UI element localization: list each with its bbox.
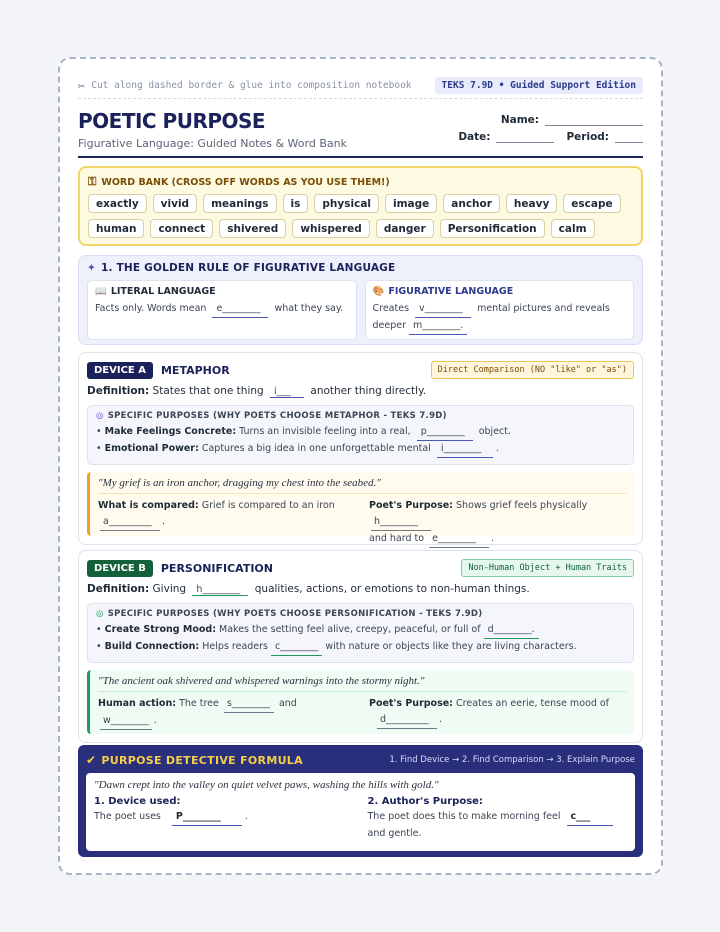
action-label: Human action: [98, 698, 177, 709]
device-b-example [87, 670, 634, 734]
purpose-1-label: Make Feelings Concrete: [104, 426, 237, 437]
def-text-after: another thing directly. [310, 385, 427, 397]
figurative-blank-1[interactable]: v________ [415, 301, 471, 318]
purpose-detective-formula [78, 745, 643, 857]
word-chip[interactable]: whispered [292, 219, 369, 238]
word-chip[interactable]: escape [563, 194, 620, 213]
purpose-1-blank[interactable]: p________ [417, 424, 473, 441]
def-text-before: Giving [152, 583, 187, 595]
purpose-after: . [491, 533, 495, 544]
key-icon: ⚿ [88, 175, 97, 188]
period-label: Period: [566, 131, 609, 143]
compared-cell [98, 498, 355, 548]
purpose-label: Poet's Purpose: [369, 500, 453, 511]
top-bar [78, 77, 643, 99]
formula-card [86, 773, 635, 851]
device-used-title: 1. Device used: [94, 796, 181, 807]
purposes-title: SPECIFIC PURPOSES (WHY POETS CHOOSE METAPHOR - TEKS 7.9D) [107, 411, 447, 421]
word-chip[interactable]: vivid [153, 194, 197, 213]
purpose-text: Creates an eerie, tense mood of [456, 698, 610, 709]
word-chip[interactable]: shivered [219, 219, 286, 238]
purpose-1-blank[interactable]: d________. [484, 622, 539, 639]
def-label: Definition: [87, 583, 150, 595]
device-b-purposes [87, 603, 634, 663]
compared-after: . [162, 516, 166, 527]
purpose-2: • Build Connection: Helps readers c________ with nature or objects like they are living characters. [96, 639, 625, 656]
palette-icon: 🎨 [372, 286, 385, 297]
purpose-2-blank[interactable]: c________ [271, 639, 322, 656]
device-a-pill: Direct Comparison (NO "like" or "as") [431, 361, 634, 379]
page-title: POETIC PURPOSE [78, 109, 266, 133]
period-field[interactable] [615, 131, 643, 143]
device-b-definition [87, 583, 634, 596]
formula-quote: "Dawn crept into the valley on quiet velvet paws, washing the hills with gold." [94, 779, 439, 791]
purpose-cell [369, 498, 626, 548]
device-a-name: METAPHOR [160, 363, 230, 377]
formula-title-text: PURPOSE DETECTIVE FORMULA [101, 753, 303, 767]
purpose-1: • Make Feelings Concrete: Turns an invisible feeling into a real, p________ object. [96, 424, 625, 441]
compared-text: Grief is compared to an iron [201, 500, 335, 511]
word-chip[interactable]: heavy [506, 194, 557, 213]
figurative-text-mid: mental pictures and reveals deeper [372, 303, 610, 331]
purpose-2-label: Emotional Power: [104, 443, 199, 454]
purpose-2-after: . [495, 443, 499, 454]
device-a-definition [87, 385, 634, 398]
book-icon: 📖 [95, 286, 107, 297]
action-after: . [153, 715, 157, 726]
target-icon: ◎ [96, 609, 104, 619]
word-chip[interactable]: image [385, 194, 437, 213]
def-text-before: States that one thing [152, 385, 264, 397]
def-text-after: qualities, actions, or emotions to non-human things. [254, 583, 530, 595]
purpose-1: • Create Strong Mood: Makes the setting feel alive, creepy, peaceful, or full of d________. [96, 622, 625, 639]
word-chip[interactable]: physical [314, 194, 379, 213]
purpose-2-label: Build Connection: [104, 641, 200, 652]
device-b-pill: Non-Human Object + Human Traits [461, 559, 634, 577]
purpose-blank-2[interactable]: e________ [429, 531, 489, 548]
scissors-icon: ✂ [78, 78, 86, 93]
date-label: Date: [458, 131, 491, 143]
purpose-1-text: Makes the setting feel alive, creepy, peaceful, or full of [219, 624, 481, 635]
action-cell [98, 696, 355, 730]
purpose-mid: and hard to [369, 533, 425, 544]
date-field[interactable] [496, 131, 554, 143]
action-blank-1[interactable]: s________ [224, 696, 274, 713]
device-a-metaphor [78, 352, 643, 545]
device-a-tag: DEVICE A [87, 362, 153, 379]
sparkle-icon: ✦ [87, 262, 96, 274]
literal-title: LITERAL LANGUAGE [110, 286, 216, 297]
word-list [88, 194, 633, 238]
purpose-2-after: with nature or objects like they are living characters. [325, 641, 577, 652]
word-chip[interactable]: human [88, 219, 144, 238]
name-label: Name: [500, 114, 539, 126]
device-b-personification [78, 550, 643, 743]
device-a-purposes [87, 405, 634, 465]
golden-rule-section [78, 255, 643, 345]
compared-label: What is compared: [98, 500, 199, 511]
device-b-name: PERSONIFICATION [160, 561, 273, 575]
notebook-sheet [58, 57, 663, 875]
purpose-1-text: Turns an invisible feeling into a real, [239, 426, 411, 437]
word-chip[interactable]: danger [376, 219, 434, 238]
purposes-title: SPECIFIC PURPOSES (WHY POETS CHOOSE PERSONIFICATION - TEKS 7.9D) [107, 609, 483, 619]
word-bank [78, 166, 643, 246]
def-blank[interactable]: h________ [192, 584, 248, 596]
literal-text-after: what they say. [274, 303, 344, 314]
literal-card [87, 280, 357, 340]
target-icon: ◎ [96, 411, 104, 421]
page-subtitle: Figurative Language: Guided Notes & Word Bank [78, 137, 347, 150]
action-mid: and [278, 698, 297, 709]
device-b-tag: DEVICE B [87, 560, 153, 577]
figurative-title: FIGURATIVE LANGUAGE [388, 286, 514, 297]
purpose-2-blank[interactable]: i________ [437, 441, 493, 458]
formula-steps: 1. Find Device → 2. Find Comparison → 3. Explain Purpose [389, 755, 635, 765]
formula-title [86, 753, 303, 767]
word-chip[interactable]: Personification [440, 219, 545, 238]
figurative-text-before: Creates [372, 303, 410, 314]
golden-rule-title-text: 1. THE GOLDEN RULE OF FIGURATIVE LANGUAGE [101, 262, 396, 274]
teks-badge: TEKS 7.9D • Guided Support Edition [435, 77, 643, 94]
word-chip[interactable]: connect [150, 219, 213, 238]
device-used-cell [94, 796, 354, 842]
purpose-1-after: object. [478, 426, 512, 437]
name-field[interactable] [545, 114, 643, 126]
device-used-after: . [244, 811, 248, 822]
student-info [443, 109, 643, 143]
purpose-label: Poet's Purpose: [369, 698, 453, 709]
purpose-2-text: Helps readers [202, 641, 269, 652]
def-label: Definition: [87, 385, 150, 397]
cut-note [78, 79, 412, 93]
device-a-quote: "My grief is an iron anchor, dragging my chest into the seabed." [98, 477, 626, 494]
literal-text-before: Facts only. Words mean [95, 303, 207, 314]
purpose-blank[interactable]: d_________ [377, 712, 437, 729]
device-used-text: The poet uses [94, 811, 161, 822]
word-chip[interactable]: calm [551, 219, 595, 238]
authors-purpose-text: The poet does this to make morning feel [367, 811, 561, 822]
action-text: The tree [179, 698, 219, 709]
device-a-example [87, 472, 634, 544]
purpose-text: Shows grief feels physically [456, 500, 588, 511]
figurative-blank-2[interactable]: m________. [409, 318, 467, 335]
purpose-cell [369, 696, 626, 730]
device-used-blank[interactable]: P________ [172, 809, 242, 826]
word-bank-title-text: WORD BANK (CROSS OFF WORDS AS YOU USE THEM!) [101, 176, 390, 188]
check-circle-icon: ✔ [86, 753, 97, 767]
authors-purpose-after: and gentle. [367, 828, 422, 839]
purpose-blank-1[interactable]: h________ [371, 514, 431, 531]
purpose-2-text: Captures a big idea in one unforgettable mental [201, 443, 431, 454]
word-chip[interactable]: meanings [203, 194, 276, 213]
golden-rule-title [87, 262, 634, 274]
header-divider [78, 156, 643, 158]
device-b-quote: "The ancient oak shivered and whispered warnings into the stormy night." [98, 675, 626, 692]
word-chip[interactable]: anchor [443, 194, 500, 213]
authors-purpose-blank[interactable]: c___ [567, 809, 613, 826]
word-chip[interactable]: exactly [88, 194, 147, 213]
def-blank[interactable]: i___ [270, 386, 304, 398]
word-chip[interactable]: is [283, 194, 309, 213]
action-blank-2[interactable]: w________ [100, 713, 152, 730]
compared-blank[interactable]: a_________ [100, 514, 160, 531]
authors-purpose-cell [368, 796, 628, 842]
purpose-after: . [439, 714, 443, 725]
purpose-2: • Emotional Power: Captures a big idea in one unforgettable mental i________ . [96, 441, 625, 458]
word-bank-title [88, 175, 633, 189]
cut-note-text: Cut along dashed border & glue into composition notebook [91, 80, 412, 91]
figurative-card [365, 280, 635, 340]
literal-blank[interactable]: e________ [212, 301, 268, 318]
purpose-1-label: Create Strong Mood: [104, 624, 216, 635]
authors-purpose-title: 2. Author's Purpose: [367, 796, 483, 807]
